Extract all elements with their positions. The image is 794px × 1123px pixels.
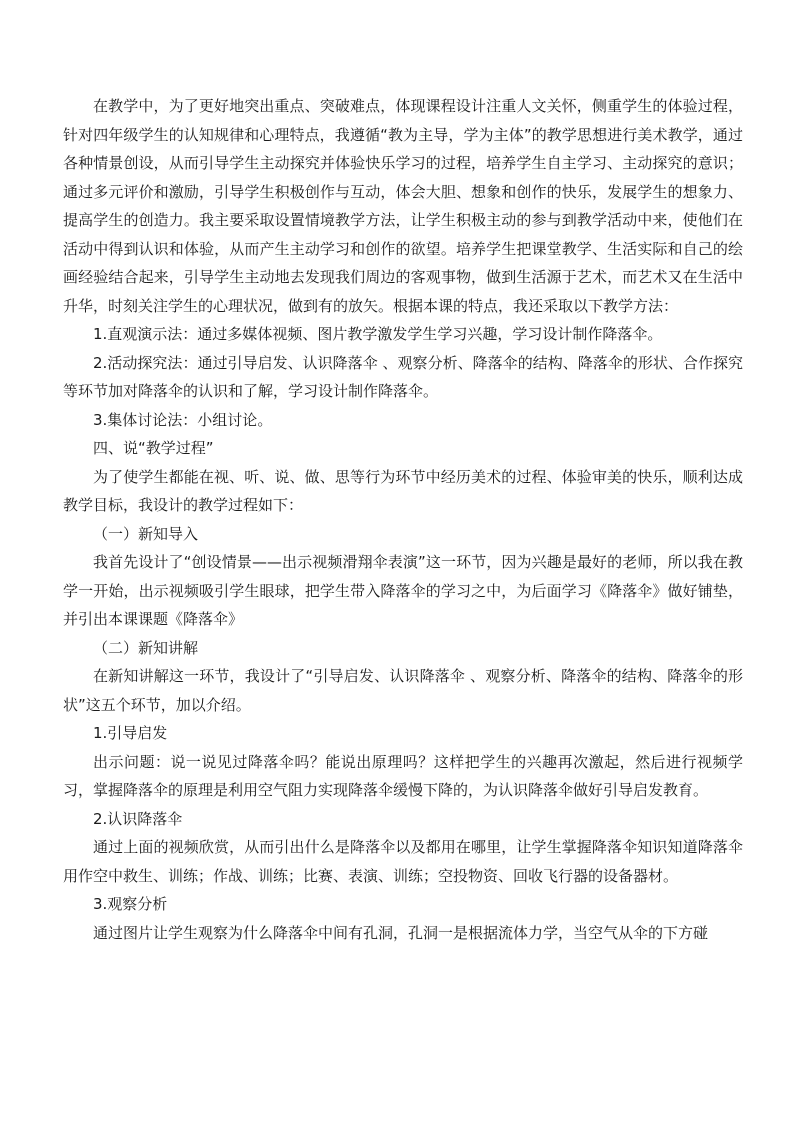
paragraph-new-knowledge-intro: 我首先设计了“创设情景——出示视频滑翔伞表演”这一环节，因为兴趣是最好的老师，所以我在教学一开始，出示视频吸引学生眼球，把学生带入降落伞的学习之中，为后面学习《降落伞》做好铺垫，并引出本课课题《降落伞》 — [63, 553, 743, 628]
paragraph-know-parachute: 通过上面的视频欣赏，从而引出什么是降落伞以及都用在哪里，让学生掌握降落伞知识知道降落伞用作空中救生、训练；作战、训练；比赛、表演、训练；空投物资、回收飞行器的设备器材。 — [63, 838, 743, 885]
paragraph-intro: 在教学中，为了更好地突出重点、突破难点，体现课程设计注重人文关怀，侧重学生的体验过程，针对四年级学生的认知规律和心理特点，我遵循“教为主导，学为主体”的教学思想进行美术教学，通过各种情景创设，从而引导学生主动探究并体验快乐学习的过程，培养学生自主学习、主动探究的意识；通过多元评价和激励，引导学生积极创作与互动，体会大胆、想象和创作的快乐，发展学生的想象力、提高学生的创造力。我主要采取设置情境教学方法，让学生积极主动的参与到教学活动中来，使他们在活动中得到认识和体验，从而产生主动学习和创作的欲望。培养学生把课堂教学、生活实际和自己的绘画经验结合起来，引导学生主动地去发现我们周边的客观事物，做到生活源于艺术，而艺术又在生活中升华，时刻关注学生的心理状况，做到有的放矢。根据本课的特点，我还采取以下教学方法： — [63, 97, 743, 315]
paragraph-observe: 通过图片让学生观察为什么降落伞中间有孔洞，孔洞一是根据流体力学，当空气从伞的下方碰 — [93, 923, 709, 942]
item-heading-know-parachute: 2.认识降落伞 — [93, 809, 183, 828]
paragraph-process-intro: 为了使学生都能在视、听、说、做、思等行为环节中经历美术的过程、体验审美的快乐，顺利达成教学目标，我设计的教学过程如下： — [63, 467, 743, 514]
paragraph-method-2: 2.活动探究法：通过引导启发、认识降落伞 、观察分析、降落伞的结构、降落伞的形状、合作探究等环节加对降落伞的认识和了解，学习设计制作降落伞。 — [63, 353, 743, 400]
paragraph-method-3: 3.集体讨论法：小组讨论。 — [93, 410, 273, 429]
paragraph-method-1: 1.直观演示法：通过多媒体视频、图片教学激发学生学习兴趣，学习设计制作降落伞。 — [93, 325, 663, 343]
item-heading-observe: 3.观察分析 — [93, 895, 168, 913]
subheading-new-knowledge-explain: （二）新知讲解 — [93, 638, 199, 657]
subheading-new-knowledge-intro: （一）新知导入 — [93, 524, 199, 543]
section-heading-teaching-process: 四、说“教学过程” — [93, 439, 214, 457]
item-heading-guide: 1.引导启发 — [93, 724, 168, 742]
paragraph-guide: 出示问题：说一说见过降落伞吗？能说出原理吗？这样把学生的兴趣再次激起，然后进行视频学习，掌握降落伞的原理是利用空气阻力实现降落伞缓慢下降的，为认识降落伞做好引导启发教育。 — [63, 752, 743, 799]
paragraph-new-knowledge-explain: 在新知讲解这一环节，我设计了“引导启发、认识降落伞 、观察分析、降落伞的结构、降落伞的形状”这五个环节，加以介绍。 — [63, 667, 743, 714]
document-page — [63, 92, 743, 947]
